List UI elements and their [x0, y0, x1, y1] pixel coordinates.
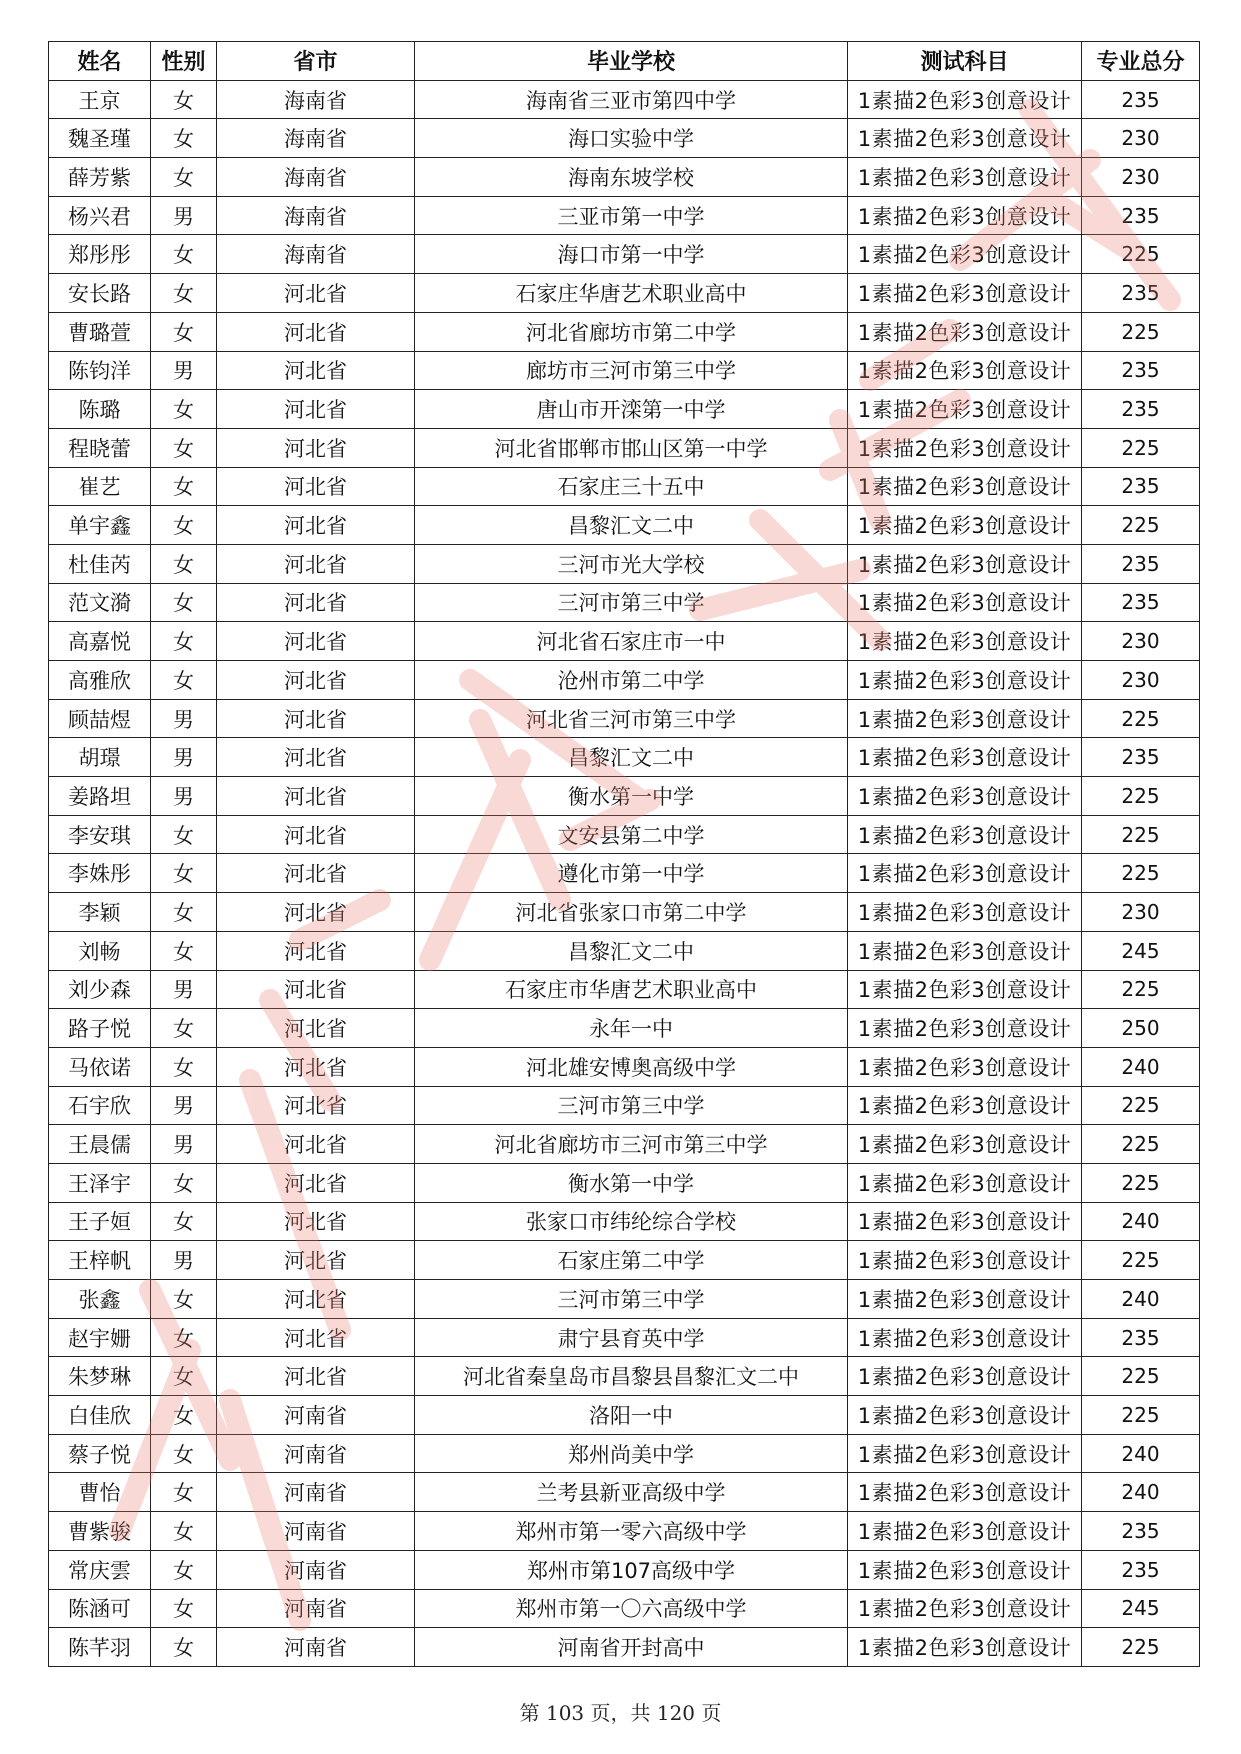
cell-name: 胡璟 — [49, 738, 151, 777]
table-row — [49, 1318, 1200, 1357]
cell-province: 河北省 — [217, 583, 415, 622]
cell-total-score: 245 — [1082, 1589, 1200, 1628]
cell-school: 河北省廊坊市三河市第三中学 — [415, 1125, 848, 1164]
cell-gender: 男 — [151, 777, 217, 816]
cell-subject: 1素描2色彩3创意设计 — [848, 738, 1082, 777]
cell-school: 衡水第一中学 — [415, 1163, 848, 1202]
cell-gender: 女 — [151, 661, 217, 700]
cell-total-score: 230 — [1082, 119, 1200, 158]
cell-total-score: 225 — [1082, 312, 1200, 351]
cell-school: 遵化市第一中学 — [415, 854, 848, 893]
header-total-score: 专业总分 — [1082, 42, 1200, 81]
cell-province: 海南省 — [217, 119, 415, 158]
cell-name: 赵宇姗 — [49, 1318, 151, 1357]
cell-school: 河北省石家庄市一中 — [415, 622, 848, 661]
table-row — [49, 854, 1200, 893]
cell-gender: 女 — [151, 1628, 217, 1667]
cell-gender: 女 — [151, 544, 217, 583]
cell-total-score: 240 — [1082, 1047, 1200, 1086]
cell-name: 杨兴君 — [49, 196, 151, 235]
cell-province: 河北省 — [217, 1280, 415, 1319]
cell-total-score: 235 — [1082, 80, 1200, 119]
cell-name: 王泽宇 — [49, 1163, 151, 1202]
cell-total-score: 225 — [1082, 777, 1200, 816]
cell-subject: 1素描2色彩3创意设计 — [848, 1550, 1082, 1589]
table-row — [49, 467, 1200, 506]
cell-subject: 1素描2色彩3创意设计 — [848, 235, 1082, 274]
cell-subject: 1素描2色彩3创意设计 — [848, 274, 1082, 313]
cell-total-score: 240 — [1082, 1434, 1200, 1473]
cell-province: 河南省 — [217, 1396, 415, 1435]
cell-name: 顾喆煜 — [49, 699, 151, 738]
table-row — [49, 506, 1200, 545]
cell-province: 河北省 — [217, 1009, 415, 1048]
cell-total-score: 245 — [1082, 931, 1200, 970]
cell-gender: 女 — [151, 467, 217, 506]
cell-total-score: 235 — [1082, 1550, 1200, 1589]
cell-subject: 1素描2色彩3创意设计 — [848, 1628, 1082, 1667]
cell-name: 路子悦 — [49, 1009, 151, 1048]
cell-subject: 1素描2色彩3创意设计 — [848, 699, 1082, 738]
cell-school: 石家庄市华唐艺术职业高中 — [415, 970, 848, 1009]
cell-school: 洛阳一中 — [415, 1396, 848, 1435]
table-row — [49, 390, 1200, 429]
cell-province: 河北省 — [217, 661, 415, 700]
table-row — [49, 699, 1200, 738]
table-row — [49, 274, 1200, 313]
cell-subject: 1素描2色彩3创意设计 — [848, 1318, 1082, 1357]
cell-province: 河南省 — [217, 1628, 415, 1667]
cell-name: 马依诺 — [49, 1047, 151, 1086]
cell-gender: 女 — [151, 1589, 217, 1628]
cell-total-score: 240 — [1082, 1473, 1200, 1512]
cell-province: 河南省 — [217, 1550, 415, 1589]
cell-total-score: 230 — [1082, 158, 1200, 197]
cell-total-score: 235 — [1082, 583, 1200, 622]
cell-province: 河北省 — [217, 738, 415, 777]
cell-total-score: 235 — [1082, 544, 1200, 583]
cell-gender: 男 — [151, 1241, 217, 1280]
table-row — [49, 1086, 1200, 1125]
cell-school: 石家庄华唐艺术职业高中 — [415, 274, 848, 313]
cell-name: 朱梦琳 — [49, 1357, 151, 1396]
cell-total-score: 240 — [1082, 1202, 1200, 1241]
table-row — [49, 970, 1200, 1009]
cell-total-score: 225 — [1082, 815, 1200, 854]
cell-subject: 1素描2色彩3创意设计 — [848, 1357, 1082, 1396]
table-row — [49, 158, 1200, 197]
cell-name: 王梓帆 — [49, 1241, 151, 1280]
cell-province: 河北省 — [217, 274, 415, 313]
cell-name: 曹紫骏 — [49, 1512, 151, 1551]
cell-province: 河北省 — [217, 428, 415, 467]
cell-subject: 1素描2色彩3创意设计 — [848, 1163, 1082, 1202]
cell-name: 陈钧洋 — [49, 351, 151, 390]
cell-subject: 1素描2色彩3创意设计 — [848, 661, 1082, 700]
cell-province: 河北省 — [217, 1125, 415, 1164]
cell-subject: 1素描2色彩3创意设计 — [848, 970, 1082, 1009]
cell-school: 三河市光大学校 — [415, 544, 848, 583]
cell-subject: 1素描2色彩3创意设计 — [848, 815, 1082, 854]
cell-name: 刘少森 — [49, 970, 151, 1009]
cell-name: 高雅欣 — [49, 661, 151, 700]
table-row — [49, 80, 1200, 119]
table-row — [49, 1009, 1200, 1048]
cell-gender: 女 — [151, 235, 217, 274]
cell-name: 王京 — [49, 80, 151, 119]
cell-total-score: 225 — [1082, 699, 1200, 738]
table-row — [49, 428, 1200, 467]
cell-name: 曹怡 — [49, 1473, 151, 1512]
table-row — [49, 235, 1200, 274]
cell-province: 河北省 — [217, 1318, 415, 1357]
cell-subject: 1素描2色彩3创意设计 — [848, 467, 1082, 506]
cell-gender: 女 — [151, 1512, 217, 1551]
cell-name: 陈璐 — [49, 390, 151, 429]
cell-school: 海南省三亚市第四中学 — [415, 80, 848, 119]
cell-gender: 女 — [151, 1009, 217, 1048]
cell-total-score: 225 — [1082, 1125, 1200, 1164]
cell-total-score: 235 — [1082, 1512, 1200, 1551]
cell-gender: 女 — [151, 1396, 217, 1435]
cell-gender: 男 — [151, 1125, 217, 1164]
cell-total-score: 225 — [1082, 970, 1200, 1009]
table-row — [49, 622, 1200, 661]
cell-school: 河北省廊坊市第二中学 — [415, 312, 848, 351]
cell-name: 李姝彤 — [49, 854, 151, 893]
header-subject: 测试科目 — [848, 42, 1082, 81]
cell-subject: 1素描2色彩3创意设计 — [848, 158, 1082, 197]
cell-province: 河北省 — [217, 312, 415, 351]
cell-total-score: 235 — [1082, 274, 1200, 313]
cell-province: 河北省 — [217, 854, 415, 893]
cell-name: 崔艺 — [49, 467, 151, 506]
cell-gender: 女 — [151, 312, 217, 351]
cell-total-score: 225 — [1082, 235, 1200, 274]
cell-name: 石宇欣 — [49, 1086, 151, 1125]
cell-subject: 1素描2色彩3创意设计 — [848, 1434, 1082, 1473]
cell-name: 陈涵可 — [49, 1589, 151, 1628]
cell-name: 高嘉悦 — [49, 622, 151, 661]
cell-school: 唐山市开滦第一中学 — [415, 390, 848, 429]
cell-gender: 女 — [151, 80, 217, 119]
cell-school: 石家庄第二中学 — [415, 1241, 848, 1280]
cell-total-score: 225 — [1082, 1628, 1200, 1667]
table-row — [49, 1589, 1200, 1628]
cell-gender: 男 — [151, 196, 217, 235]
table-row — [49, 1473, 1200, 1512]
cell-subject: 1素描2色彩3创意设计 — [848, 544, 1082, 583]
cell-subject: 1素描2色彩3创意设计 — [848, 1280, 1082, 1319]
cell-gender: 女 — [151, 158, 217, 197]
cell-province: 海南省 — [217, 196, 415, 235]
score-table — [48, 41, 1200, 1667]
cell-school: 郑州市第107高级中学 — [415, 1550, 848, 1589]
cell-gender: 女 — [151, 1357, 217, 1396]
cell-gender: 女 — [151, 1434, 217, 1473]
cell-gender: 女 — [151, 274, 217, 313]
cell-school: 衡水第一中学 — [415, 777, 848, 816]
table-row — [49, 661, 1200, 700]
cell-school: 三河市第三中学 — [415, 583, 848, 622]
table-row — [49, 1357, 1200, 1396]
cell-gender: 女 — [151, 1550, 217, 1589]
cell-province: 河北省 — [217, 893, 415, 932]
cell-subject: 1素描2色彩3创意设计 — [848, 428, 1082, 467]
cell-total-score: 235 — [1082, 738, 1200, 777]
cell-gender: 男 — [151, 970, 217, 1009]
cell-subject: 1素描2色彩3创意设计 — [848, 777, 1082, 816]
cell-gender: 女 — [151, 893, 217, 932]
cell-school: 河北雄安博奥高级中学 — [415, 1047, 848, 1086]
cell-gender: 女 — [151, 1202, 217, 1241]
table-row — [49, 1202, 1200, 1241]
cell-name: 张鑫 — [49, 1280, 151, 1319]
table-row — [49, 1512, 1200, 1551]
cell-subject: 1素描2色彩3创意设计 — [848, 351, 1082, 390]
cell-subject: 1素描2色彩3创意设计 — [848, 893, 1082, 932]
cell-province: 河北省 — [217, 544, 415, 583]
cell-province: 海南省 — [217, 235, 415, 274]
score-table-container — [48, 41, 1199, 1667]
cell-gender: 女 — [151, 1318, 217, 1357]
cell-province: 河北省 — [217, 1086, 415, 1125]
header-name: 姓名 — [49, 42, 151, 81]
table-row — [49, 196, 1200, 235]
cell-province: 河北省 — [217, 622, 415, 661]
cell-province: 河北省 — [217, 467, 415, 506]
cell-name: 常庆雲 — [49, 1550, 151, 1589]
cell-gender: 女 — [151, 931, 217, 970]
cell-province: 河北省 — [217, 390, 415, 429]
table-row — [49, 1241, 1200, 1280]
cell-subject: 1素描2色彩3创意设计 — [848, 196, 1082, 235]
cell-name: 刘畅 — [49, 931, 151, 970]
cell-gender: 女 — [151, 1047, 217, 1086]
cell-subject: 1素描2色彩3创意设计 — [848, 1125, 1082, 1164]
cell-total-score: 235 — [1082, 1318, 1200, 1357]
cell-school: 郑州尚美中学 — [415, 1434, 848, 1473]
table-row — [49, 544, 1200, 583]
table-row — [49, 1163, 1200, 1202]
cell-gender: 女 — [151, 1280, 217, 1319]
cell-school: 海口实验中学 — [415, 119, 848, 158]
cell-total-score: 250 — [1082, 1009, 1200, 1048]
cell-name: 王子姮 — [49, 1202, 151, 1241]
cell-name: 李安琪 — [49, 815, 151, 854]
cell-province: 河北省 — [217, 1163, 415, 1202]
cell-province: 河南省 — [217, 1434, 415, 1473]
cell-province: 河北省 — [217, 1047, 415, 1086]
cell-total-score: 225 — [1082, 428, 1200, 467]
table-row — [49, 1047, 1200, 1086]
cell-school: 河北省三河市第三中学 — [415, 699, 848, 738]
table-row — [49, 777, 1200, 816]
table-row — [49, 312, 1200, 351]
cell-total-score: 230 — [1082, 622, 1200, 661]
cell-school: 石家庄三十五中 — [415, 467, 848, 506]
cell-total-score: 225 — [1082, 1396, 1200, 1435]
cell-total-score: 235 — [1082, 390, 1200, 429]
cell-school: 三河市第三中学 — [415, 1086, 848, 1125]
cell-school: 廊坊市三河市第三中学 — [415, 351, 848, 390]
cell-name: 薛芳紫 — [49, 158, 151, 197]
cell-name: 单宇鑫 — [49, 506, 151, 545]
cell-total-score: 225 — [1082, 1086, 1200, 1125]
cell-name: 李颖 — [49, 893, 151, 932]
cell-name: 陈芊羽 — [49, 1628, 151, 1667]
cell-gender: 女 — [151, 428, 217, 467]
cell-gender: 男 — [151, 1086, 217, 1125]
cell-province: 河北省 — [217, 777, 415, 816]
cell-total-score: 225 — [1082, 1241, 1200, 1280]
cell-gender: 男 — [151, 738, 217, 777]
cell-gender: 女 — [151, 119, 217, 158]
cell-school: 文安县第二中学 — [415, 815, 848, 854]
table-header-row — [49, 42, 1200, 81]
cell-province: 河北省 — [217, 699, 415, 738]
cell-school: 郑州市第一零六高级中学 — [415, 1512, 848, 1551]
cell-school: 三亚市第一中学 — [415, 196, 848, 235]
cell-gender: 男 — [151, 351, 217, 390]
cell-school: 河北省张家口市第二中学 — [415, 893, 848, 932]
cell-subject: 1素描2色彩3创意设计 — [848, 390, 1082, 429]
cell-subject: 1素描2色彩3创意设计 — [848, 1589, 1082, 1628]
cell-school: 河南省开封高中 — [415, 1628, 848, 1667]
cell-gender: 男 — [151, 699, 217, 738]
cell-name: 姜路坦 — [49, 777, 151, 816]
cell-name: 杜佳芮 — [49, 544, 151, 583]
cell-subject: 1素描2色彩3创意设计 — [848, 80, 1082, 119]
cell-subject: 1素描2色彩3创意设计 — [848, 1202, 1082, 1241]
cell-province: 河北省 — [217, 351, 415, 390]
cell-school: 张家口市纬纶综合学校 — [415, 1202, 848, 1241]
cell-gender: 女 — [151, 583, 217, 622]
table-row — [49, 1396, 1200, 1435]
cell-subject: 1素描2色彩3创意设计 — [848, 1396, 1082, 1435]
cell-subject: 1素描2色彩3创意设计 — [848, 931, 1082, 970]
cell-province: 河北省 — [217, 1202, 415, 1241]
cell-total-score: 230 — [1082, 893, 1200, 932]
header-school: 毕业学校 — [415, 42, 848, 81]
table-row — [49, 815, 1200, 854]
cell-school: 肃宁县育英中学 — [415, 1318, 848, 1357]
cell-school: 河北省邯郸市邯山区第一中学 — [415, 428, 848, 467]
cell-gender: 女 — [151, 622, 217, 661]
cell-name: 白佳欣 — [49, 1396, 151, 1435]
cell-province: 河北省 — [217, 815, 415, 854]
cell-gender: 女 — [151, 854, 217, 893]
cell-school: 三河市第三中学 — [415, 1280, 848, 1319]
cell-province: 海南省 — [217, 158, 415, 197]
table-row — [49, 119, 1200, 158]
cell-name: 安长路 — [49, 274, 151, 313]
cell-total-score: 225 — [1082, 854, 1200, 893]
cell-province: 河北省 — [217, 931, 415, 970]
cell-name: 王晨儒 — [49, 1125, 151, 1164]
table-row — [49, 931, 1200, 970]
cell-school: 沧州市第二中学 — [415, 661, 848, 700]
cell-province: 河南省 — [217, 1589, 415, 1628]
cell-gender: 女 — [151, 815, 217, 854]
cell-school: 昌黎汇文二中 — [415, 931, 848, 970]
cell-school: 昌黎汇文二中 — [415, 738, 848, 777]
cell-gender: 女 — [151, 506, 217, 545]
cell-total-score: 225 — [1082, 506, 1200, 545]
cell-province: 海南省 — [217, 80, 415, 119]
cell-gender: 女 — [151, 390, 217, 429]
cell-subject: 1素描2色彩3创意设计 — [848, 1512, 1082, 1551]
cell-total-score: 240 — [1082, 1280, 1200, 1319]
table-body — [49, 80, 1200, 1666]
cell-name: 范文漪 — [49, 583, 151, 622]
cell-province: 河北省 — [217, 1357, 415, 1396]
cell-gender: 女 — [151, 1163, 217, 1202]
table-row — [49, 1628, 1200, 1667]
cell-subject: 1素描2色彩3创意设计 — [848, 854, 1082, 893]
cell-subject: 1素描2色彩3创意设计 — [848, 506, 1082, 545]
table-row — [49, 351, 1200, 390]
cell-name: 蔡子悦 — [49, 1434, 151, 1473]
table-row — [49, 1434, 1200, 1473]
cell-subject: 1素描2色彩3创意设计 — [848, 1241, 1082, 1280]
cell-school: 永年一中 — [415, 1009, 848, 1048]
cell-province: 河北省 — [217, 1241, 415, 1280]
cell-name: 郑彤彤 — [49, 235, 151, 274]
header-gender: 性别 — [151, 42, 217, 81]
cell-subject: 1素描2色彩3创意设计 — [848, 583, 1082, 622]
cell-subject: 1素描2色彩3创意设计 — [848, 1009, 1082, 1048]
cell-province: 河北省 — [217, 506, 415, 545]
cell-school: 兰考县新亚高级中学 — [415, 1473, 848, 1512]
table-row — [49, 1125, 1200, 1164]
cell-name: 程晓蕾 — [49, 428, 151, 467]
cell-total-score: 230 — [1082, 661, 1200, 700]
cell-gender: 女 — [151, 1473, 217, 1512]
cell-total-score: 225 — [1082, 1357, 1200, 1396]
table-row — [49, 738, 1200, 777]
cell-province: 河北省 — [217, 970, 415, 1009]
cell-total-score: 225 — [1082, 1163, 1200, 1202]
cell-subject: 1素描2色彩3创意设计 — [848, 312, 1082, 351]
cell-subject: 1素描2色彩3创意设计 — [848, 119, 1082, 158]
cell-total-score: 235 — [1082, 196, 1200, 235]
cell-province: 河南省 — [217, 1512, 415, 1551]
cell-school: 昌黎汇文二中 — [415, 506, 848, 545]
cell-total-score: 235 — [1082, 467, 1200, 506]
cell-name: 曹璐萱 — [49, 312, 151, 351]
cell-school: 河北省秦皇岛市昌黎县昌黎汇文二中 — [415, 1357, 848, 1396]
cell-total-score: 235 — [1082, 351, 1200, 390]
page-footer: 第 103 页，共 120 页 — [519, 1701, 722, 1725]
cell-province: 河南省 — [217, 1473, 415, 1512]
table-row — [49, 1280, 1200, 1319]
cell-subject: 1素描2色彩3创意设计 — [848, 1086, 1082, 1125]
cell-subject: 1素描2色彩3创意设计 — [848, 622, 1082, 661]
table-row — [49, 893, 1200, 932]
header-province: 省市 — [217, 42, 415, 81]
cell-name: 魏圣瑾 — [49, 119, 151, 158]
cell-subject: 1素描2色彩3创意设计 — [848, 1473, 1082, 1512]
cell-school: 海南东坡学校 — [415, 158, 848, 197]
cell-school: 郑州市第一〇六高级中学 — [415, 1589, 848, 1628]
cell-school: 海口市第一中学 — [415, 235, 848, 274]
table-row — [49, 583, 1200, 622]
cell-subject: 1素描2色彩3创意设计 — [848, 1047, 1082, 1086]
table-row — [49, 1550, 1200, 1589]
